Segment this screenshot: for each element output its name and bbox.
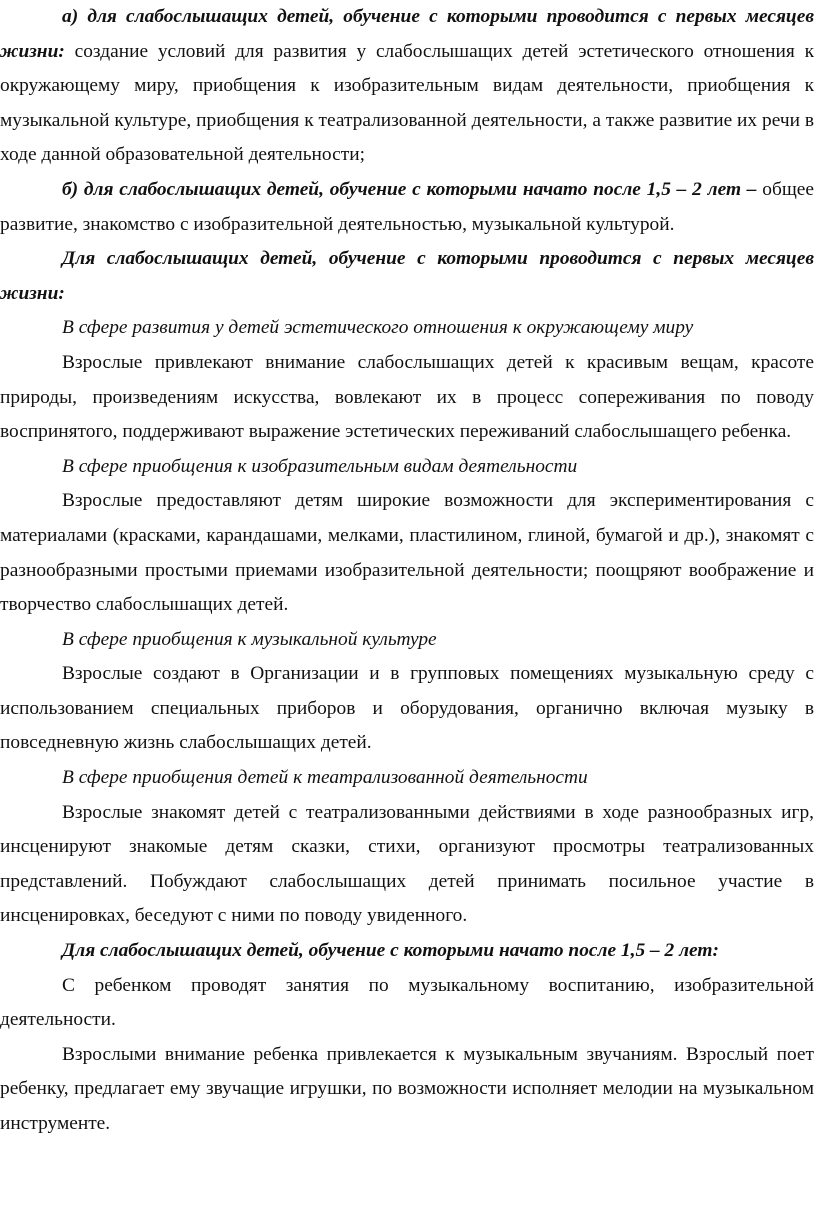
subheading-music: В сфере приобщения к музыкальной культуре xyxy=(62,628,437,650)
section-heading-first-months: Для слабослышащих детей, обучение с которыми проводится с первых месяцев жизни: xyxy=(0,248,814,304)
paragraph-aesthetic: Взрослые привлекают внимание слабослышащих детей к красивым вещам, красоте природы, произведениям искусства, вовлекают их в процесс сопереживания по поводу воспринятого, поддерживают выражение эстетических переживаний слабослышащего ребенка. xyxy=(0,351,814,443)
subheading-aesthetic: В сфере развития у детей эстетического отношения к окружающему миру xyxy=(62,317,694,339)
paragraph-a-text: создание условий для развития у слабослышащих детей эстетического отношения к окружающему миру, приобщения к изобразительным видам деятельности, приобщения к музыкальной культуре, приобщения к театрализованной деятельности, а также развитие их речи в ходе данной образовательной деятельности; xyxy=(0,40,814,166)
paragraph-musical-sounds: Взрослыми внимание ребенка привлекается к музыкальным звучаниям. Взрослый поет ребенку, предлагает ему звучащие игрушки, по возможности исполняет мелодии на музыкальном инструменте. xyxy=(0,1043,814,1134)
paragraph-b-lead: б) для слабослышащих детей, обучение с которыми начато после 1,5 – 2 лет – xyxy=(62,178,757,200)
paragraph-a-lead: а) для слабослышащих детей, обучение с которыми проводится с первых месяцев жизни: xyxy=(0,6,814,62)
paragraph-music: Взрослые создают в Организации и в групповых помещениях музыкальную среду с использованием специальных приборов и оборудования, органично включая музыку в повседневную жизнь слабослышащих детей. xyxy=(0,663,814,754)
paragraph-lessons: С ребенком проводят занятия по музыкальному воспитанию, изобразительной деятельности. xyxy=(0,974,814,1031)
subheading-visual-arts: В сфере приобщения к изобразительным видам деятельности xyxy=(62,455,578,477)
section-heading-after-1-5-years: Для слабослышащих детей, обучение с которыми начато после 1,5 – 2 лет: xyxy=(62,940,719,962)
paragraph-b xyxy=(0,173,814,242)
subheading-theatre: В сфере приобщения детей к театрализованной деятельности xyxy=(62,767,588,789)
paragraph-b-text: общее развитие, знакомство с изобразительной деятельностью, музыкальной культурой. xyxy=(0,178,814,235)
paragraph-visual-arts: Взрослые предоставляют детям широкие возможности для экспериментирования с материалами (красками, карандашами, мелками, пластилином, глиной, бумагой и др.), знакомят с разнообразными простыми приемами изобразительной деятельности; поощряют воображение и творчество слабослышащих детей. xyxy=(0,490,814,616)
paragraph-a xyxy=(0,0,814,173)
paragraph-theatre: Взрослые знакомят детей с театрализованными действиями в ходе разнообразных игр, инсценируют знакомые детям сказки, стихи, организуют просмотры театрализованных представлений. Побуждают слабослышащих детей принимать посильное участие в инсценировках, беседуют с ними по поводу увиденного. xyxy=(0,801,814,927)
